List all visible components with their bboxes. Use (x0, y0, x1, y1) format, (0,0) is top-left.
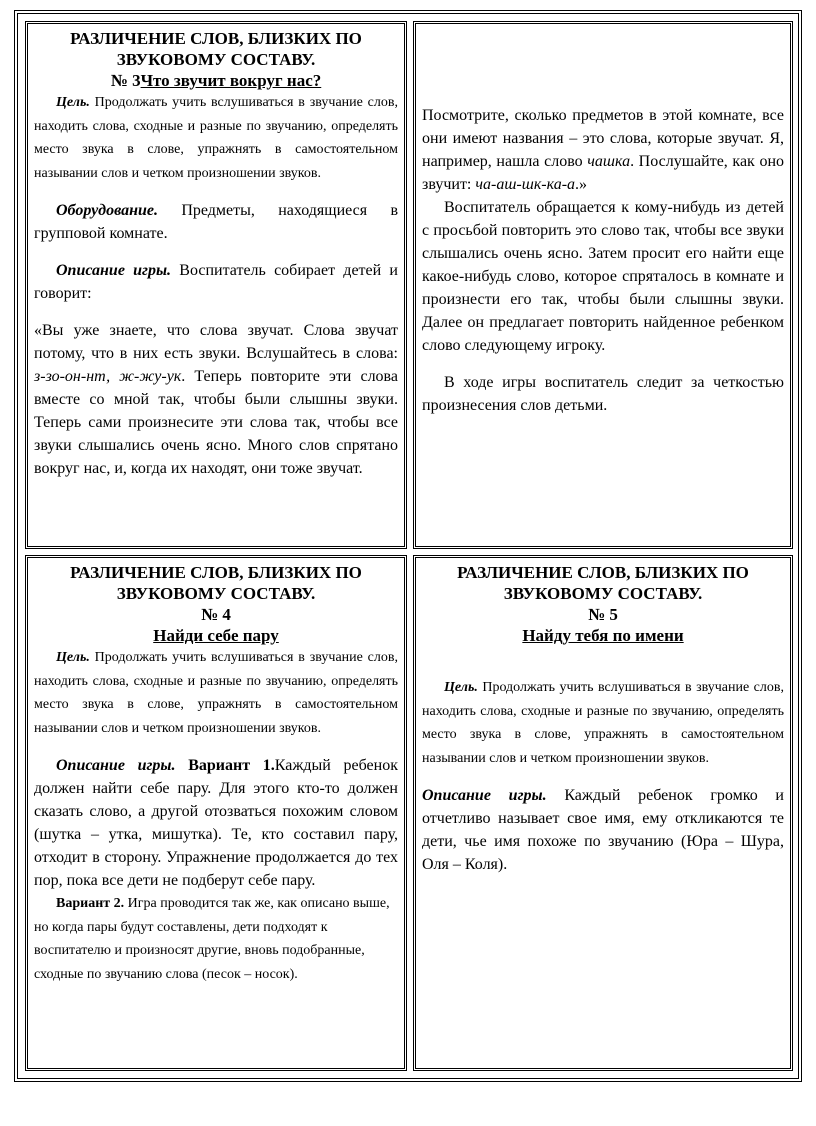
card-title-line2: ЗВУКОВОМУ СОСТАВУ. (116, 50, 316, 69)
card-heading (34, 28, 398, 91)
description-label: Описание игры. (422, 787, 547, 804)
description-text: Каждый ребенок громко и отчетливо называет свое имя, ему откликаются те дети, чье имя похоже по звучанию (Юра – Шура, Оля – Коля). (422, 787, 784, 873)
quote-paragraph (34, 319, 398, 480)
continuation-paragraph-3: В ходе игры воспитатель следит за четкостью произнесения слов детьми. (422, 374, 784, 414)
game-title: Что звучит вокруг нас? (140, 71, 322, 90)
description-paragraph (34, 259, 398, 305)
description-label: Описание игры. (56, 262, 172, 279)
card-title-line1: РАЗЛИЧЕНИЕ СЛОВ, БЛИЗКИХ ПО (70, 563, 362, 582)
word-example: чашка (587, 153, 631, 170)
continuation-paragraph-1 (422, 104, 784, 196)
variant-2-text: Игра проводится так же, как описано выше, но когда пары будут составлены, дети подходят к воспитателю и произносят другие, вновь подобранные, сходные по звучанию слова (песок – носок). (34, 896, 390, 982)
card-title-line2: ЗВУКОВОМУ СОСТАВУ. (116, 584, 316, 603)
card-heading (34, 562, 398, 646)
goal-text: Продолжать учить вслушиваться в звучание слов, находить слова, сходные и разные по звучанию, определять место звука в слове, упражнять в самостоятельном назывании слов и четком произношении звуков. (34, 650, 398, 736)
game-title: Найду тебя по имени (522, 626, 684, 645)
description-text: Воспитатель собирает детей и говорит: (34, 262, 398, 302)
goal-label: Цель. (56, 650, 90, 665)
game-card-3 (25, 21, 407, 549)
quote-end: . Теперь повторите эти слова вместе со мной так, чтобы были слышны звуки. Теперь сами произнесите эти слова так, чтобы все звуки слышались очень ясно. Много слов спрятано вокруг нас, и, когда их находят, они тоже звучат. (34, 368, 398, 477)
equipment-label: Оборудование. (56, 202, 159, 219)
goal-paragraph (422, 676, 784, 770)
continuation-text-a: Посмотрите, сколько предметов в этой комнате, все они имеют названия – это слова, которые звучат. Я, например, нашла слово (422, 107, 784, 170)
variant-1-text: Каждый ребенок должен найти себе пару. Для этого кто-то должен сказать слово, а другой отозваться похожим словом (шутка – утка, мишутка). Те, кто составил пару, отходит в сторону. Упражнение продолжается до тех пор, пока все дети не подберут себе пару. (34, 757, 398, 889)
goal-paragraph (34, 91, 398, 185)
card-number: № 3 (110, 71, 141, 90)
card-title-line1: РАЗЛИЧЕНИЕ СЛОВ, БЛИЗКИХ ПО (70, 29, 362, 48)
equipment-paragraph (34, 199, 398, 245)
continuation-paragraph-2: Воспитатель обращается к кому-нибудь из детей с просьбой повторить это слово так, чтобы все звуки слышались очень ясно. Затем просит его найти еще какое-нибудь слово, которое спряталось в комнате и произнести его так, чтобы были слышны звуки. Далее он предлагает повторить найденное ребенком слово следующему игроку. (422, 199, 784, 354)
continuation-text-b: . Послушайте, как оно звучит: (422, 153, 784, 193)
game-card-4 (25, 555, 407, 1071)
page-frame (14, 10, 802, 1082)
card-number-game-line (34, 70, 398, 91)
goal-paragraph (34, 646, 398, 740)
card-title-line1: РАЗЛИЧЕНИЕ СЛОВ, БЛИЗКИХ ПО (457, 563, 749, 582)
description-paragraph (422, 784, 784, 876)
card-number: № 5 (588, 605, 618, 624)
variant-2-paragraph (34, 892, 398, 986)
description-paragraph (34, 754, 398, 892)
card-grid (25, 21, 791, 1071)
quote-words: з-зо-он-нт, ж-жу-ук (34, 368, 182, 385)
game-card-5 (413, 555, 793, 1071)
variant-2-label: Вариант 2. (56, 896, 125, 911)
goal-label: Цель. (56, 95, 90, 110)
game-title: Найди себе пару (153, 626, 279, 645)
variant-1-label: Вариант 1. (175, 757, 275, 774)
equipment-text: Предметы, находящиеся в групповой комнате. (34, 202, 398, 242)
game-card-3-continued (413, 21, 793, 549)
goal-text: Продолжать учить вслушиваться в звучание слов, находить слова, сходные и разные по звучанию, определять место звука в слове, упражнять в самостоятельном назывании слов и четком произношении звуков. (34, 95, 398, 181)
card-heading (422, 562, 784, 646)
card-number: № 4 (201, 605, 231, 624)
continuation-text-c: .» (575, 176, 588, 193)
card-title-line2: ЗВУКОВОМУ СОСТАВУ. (503, 584, 703, 603)
goal-text: Продолжать учить вслушиваться в звучание слов, находить слова, сходные и разные по звучанию, определять место звука в слове, упражнять в самостоятельном назывании слов и четком произношении звуков. (422, 680, 784, 766)
quote-start: «Вы уже знаете, что слова звучат. Слова звучат потому, что в них есть звуки. Вслушайтесь в слова: (34, 322, 398, 362)
goal-label: Цель. (444, 680, 478, 695)
sound-example: ча-аш-шк-ка-а (475, 176, 576, 193)
description-label: Описание игры. (56, 757, 176, 774)
